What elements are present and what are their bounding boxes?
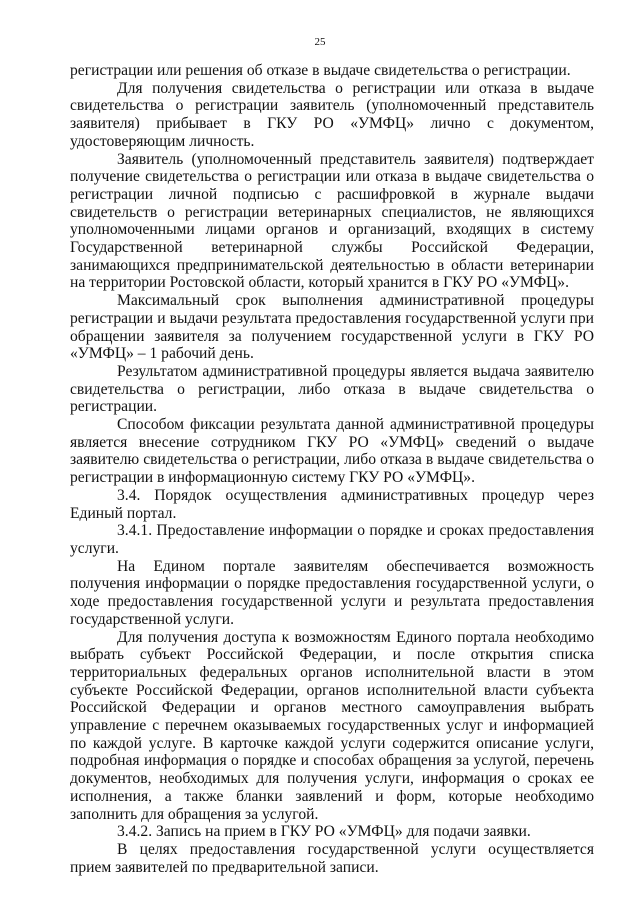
paragraph: Для получения свидетельства о регистрации или отказа в выдаче свидетельства о регистрации заявитель (уполномоченный представитель заявителя) прибывает в ГКУ РО «УМФЦ» лично с документом, удостоверяющим личность.	[70, 79, 594, 150]
section-heading-3-4: 3.4. Порядок осуществления административных процедур через Единый портал.	[70, 486, 594, 522]
subsection-heading-3-4-2: 3.4.2. Запись на прием в ГКУ РО «УМФЦ» для подачи заявки.	[117, 823, 531, 841]
paragraph: Заявитель (уполномоченный представитель заявителя) подтверждает получение свидетельства о регистрации или отказа в выдаче свидетельства о регистрации личной подписью с расшифровкой в журнале выдачи свидетельств о регистрации ветеринарных специалистов, не являющихся уполномоченными лицами органов и организаций, входящих в систему Государственной ветеринарной службы Российской Федерации, занимающихся предпринимательской деятельностью в области ветеринарии на территории Ростовской области, который хранится в ГКУ РО «УМФЦ».	[70, 150, 594, 292]
document-body	[70, 62, 594, 876]
paragraph: Способом фиксации результата данной административной процедуры является внесение сотрудником ГКУ РО «УМФЦ» сведений о выдаче заявителю свидетельства о регистрации, либо отказа в выдаче свидетельства о регистрации в информационную систему ГКУ РО «УМФЦ».	[70, 416, 594, 487]
page-number: 25	[314, 36, 326, 48]
paragraph: Результатом административной процедуры является выдача заявителю свидетельства о регистрации, либо отказа в выдаче свидетельства о регистрации.	[70, 362, 594, 416]
paragraph: В целях предоставления государственной услуги осуществляется прием заявителей по предварительной записи.	[70, 840, 594, 876]
paragraph: Максимальный срок выполнения административной процедуры регистрации и выдачи результата предоставления государственной услуги при обращении заявителя за получением государственной услуги в ГКУ РО «УМФЦ» – 1 рабочий день.	[70, 292, 594, 363]
paragraph-continuation: регистрации или решения об отказе в выдаче свидетельства о регистрации.	[70, 62, 571, 79]
paragraph: Для получения доступа к возможностям Единого портала необходимо выбрать субъект Российской Федерации, и после открытия списка территориальных федеральных органов исполнительной власти в этом субъекте Российской Федерации, органов исполнительной власти субъекта Российской Федерации и органов местного самоуправления выбрать управление с перечнем оказываемых государственных услуг и информацией по каждой услуге. В карточке каждой услуги содержится описание услуги, подробная информация о порядке и способах обращения за услугой, перечень документов, необходимых для получения услуги, информация о сроках ее исполнения, а также бланки заявлений и форм, которые необходимо заполнить для обращения за услугой.	[70, 628, 594, 823]
subsection-heading-3-4-1: 3.4.1. Предоставление информации о порядке и сроках предоставления услуги.	[70, 522, 594, 557]
paragraph: На Едином портале заявителям обеспечивается возможность получения информации о порядке предоставления государственной услуги, о ходе предоставления государственной услуги и результата предоставления государственной услуги.	[70, 557, 594, 628]
